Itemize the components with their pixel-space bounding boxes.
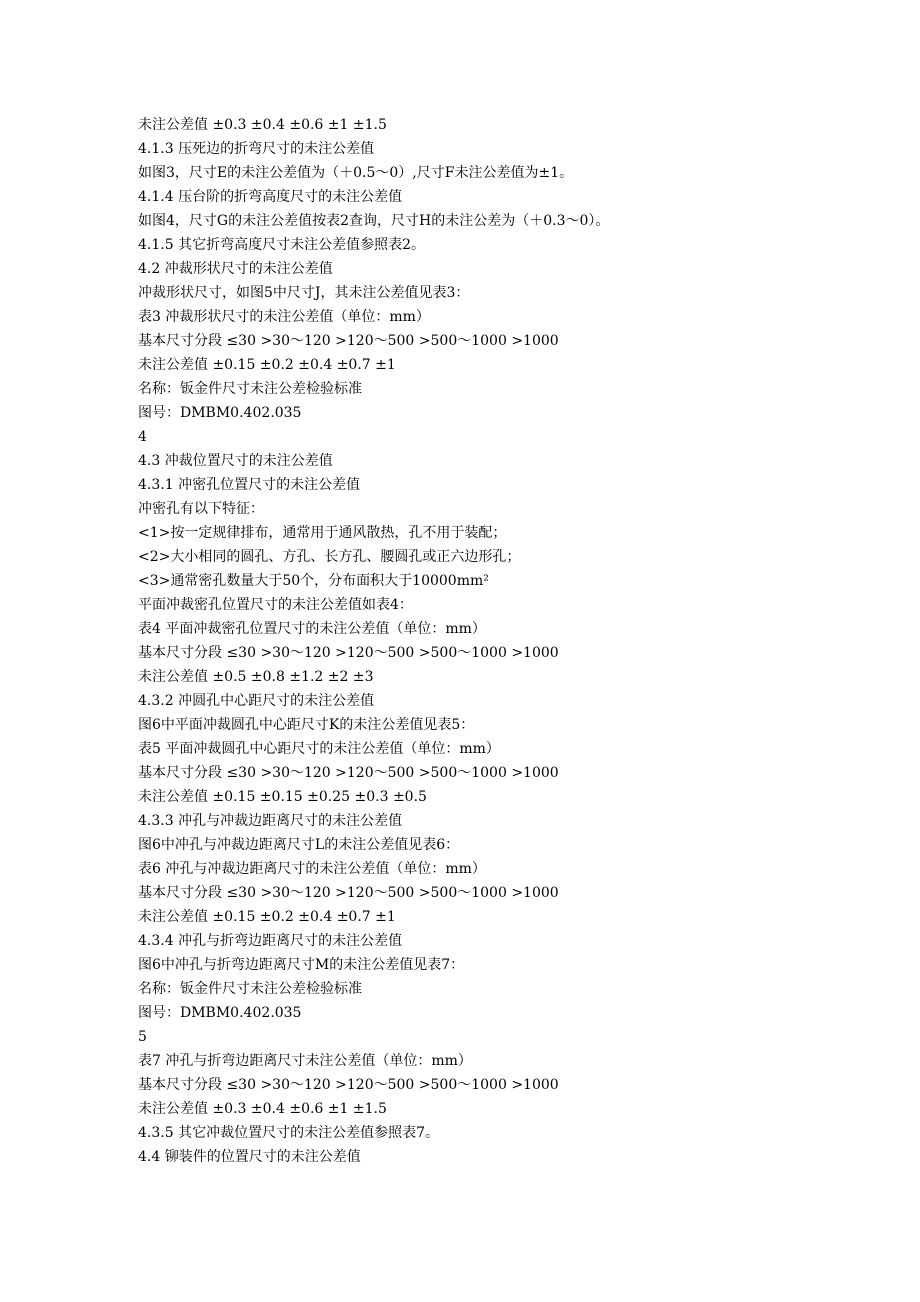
- text-line: 冲裁形状尺寸，如图5中尺寸J，其未注公差值见表3：: [138, 285, 470, 301]
- table-caption: 表4 平面冲裁密孔位置尺寸的未注公差值（单位：mm）: [138, 621, 486, 637]
- text-line: 图6中冲孔与冲裁边距离尺寸L的未注公差值见表6：: [138, 837, 460, 853]
- table-caption: 表7 冲孔与折弯边距离尺寸未注公差值（单位：mm）: [138, 1053, 472, 1069]
- section-heading: 4.1.3 压死边的折弯尺寸的未注公差值: [138, 141, 375, 157]
- page-number: 4: [138, 429, 147, 445]
- table-header-row: 基本尺寸分段 ≤30 >30～120 >120～500 >500～1000 >1000: [138, 645, 559, 661]
- table-header-row: 基本尺寸分段 ≤30 >30～120 >120～500 >500～1000 >1000: [138, 765, 559, 781]
- table-header-row: 基本尺寸分段 ≤30 >30～120 >120～500 >500～1000 >1000: [138, 1077, 559, 1093]
- table-header-row: 基本尺寸分段 ≤30 >30～120 >120～500 >500～1000 >1000: [138, 885, 559, 901]
- list-item: <3>通常密孔数量大于50个，分布面积大于10000mm²: [138, 573, 489, 589]
- table-header-row: 基本尺寸分段 ≤30 >30～120 >120～500 >500～1000 >1000: [138, 333, 559, 349]
- text-line: 图6中平面冲裁圆孔中心距尺寸K的未注公差值见表5：: [138, 717, 475, 733]
- list-item: <2>大小相同的圆孔、方孔、长方孔、腰圆孔或正六边形孔；: [138, 549, 521, 565]
- text-line: 如图3，尺寸E的未注公差值为（＋0.5～0）,尺寸F未注公差值为±1。: [138, 165, 574, 181]
- section-heading: 4.3.3 冲孔与冲裁边距离尺寸的未注公差值: [138, 813, 403, 829]
- section-heading: 4.2 冲裁形状尺寸的未注公差值: [138, 261, 333, 277]
- footer-name: 名称：钣金件尺寸未注公差检验标准: [138, 981, 362, 997]
- section-heading: 4.3.1 冲密孔位置尺寸的未注公差值: [138, 477, 361, 493]
- table-value-row: 未注公差值 ±0.5 ±0.8 ±1.2 ±2 ±3: [138, 669, 374, 685]
- footer-name: 名称：钣金件尺寸未注公差检验标准: [138, 381, 362, 397]
- section-heading: 4.1.5 其它折弯高度尺寸未注公差值参照表2。: [138, 237, 425, 253]
- page-number: 5: [138, 1029, 147, 1045]
- text-line: 平面冲裁密孔位置尺寸的未注公差值如表4：: [138, 597, 413, 613]
- document-body: [138, 113, 898, 1169]
- table-value-row: 未注公差值 ±0.15 ±0.15 ±0.25 ±0.3 ±0.5: [138, 789, 427, 805]
- section-heading: 4.3.2 冲圆孔中心距尺寸的未注公差值: [138, 693, 375, 709]
- section-heading: 4.4 铆装件的位置尺寸的未注公差值: [138, 1149, 361, 1165]
- text-line: 如图4，尺寸G的未注公差值按表2查询，尺寸H的未注公差为（＋0.3～0）。: [138, 213, 610, 229]
- text-line: 未注公差值 ±0.3 ±0.4 ±0.6 ±1 ±1.5: [138, 117, 387, 133]
- table-value-row: 未注公差值 ±0.15 ±0.2 ±0.4 ±0.7 ±1: [138, 357, 396, 373]
- section-heading: 4.1.4 压台阶的折弯高度尺寸的未注公差值: [138, 189, 403, 205]
- text-line: 冲密孔有以下特征：: [138, 501, 264, 517]
- table-value-row: 未注公差值 ±0.15 ±0.2 ±0.4 ±0.7 ±1: [138, 909, 396, 925]
- table-caption: 表6 冲孔与冲裁边距离尺寸的未注公差值（单位：mm）: [138, 861, 486, 877]
- table-value-row: 未注公差值 ±0.3 ±0.4 ±0.6 ±1 ±1.5: [138, 1101, 387, 1117]
- section-heading: 4.3.5 其它冲裁位置尺寸的未注公差值参照表7。: [138, 1125, 439, 1141]
- section-heading: 4.3.4 冲孔与折弯边距离尺寸的未注公差值: [138, 933, 403, 949]
- table-caption: 表3 冲裁形状尺寸的未注公差值（单位：mm）: [138, 309, 430, 325]
- footer-drawing-number: 图号：DMBM0.402.035: [138, 1005, 302, 1021]
- list-item: <1>按一定规律排布，通常用于通风散热，孔不用于装配；: [138, 525, 507, 541]
- footer-drawing-number: 图号：DMBM0.402.035: [138, 405, 302, 421]
- section-heading: 4.3 冲裁位置尺寸的未注公差值: [138, 453, 333, 469]
- table-caption: 表5 平面冲裁圆孔中心距尺寸的未注公差值（单位：mm）: [138, 741, 500, 757]
- text-line: 图6中冲孔与折弯边距离尺寸M的未注公差值见表7：: [138, 957, 465, 973]
